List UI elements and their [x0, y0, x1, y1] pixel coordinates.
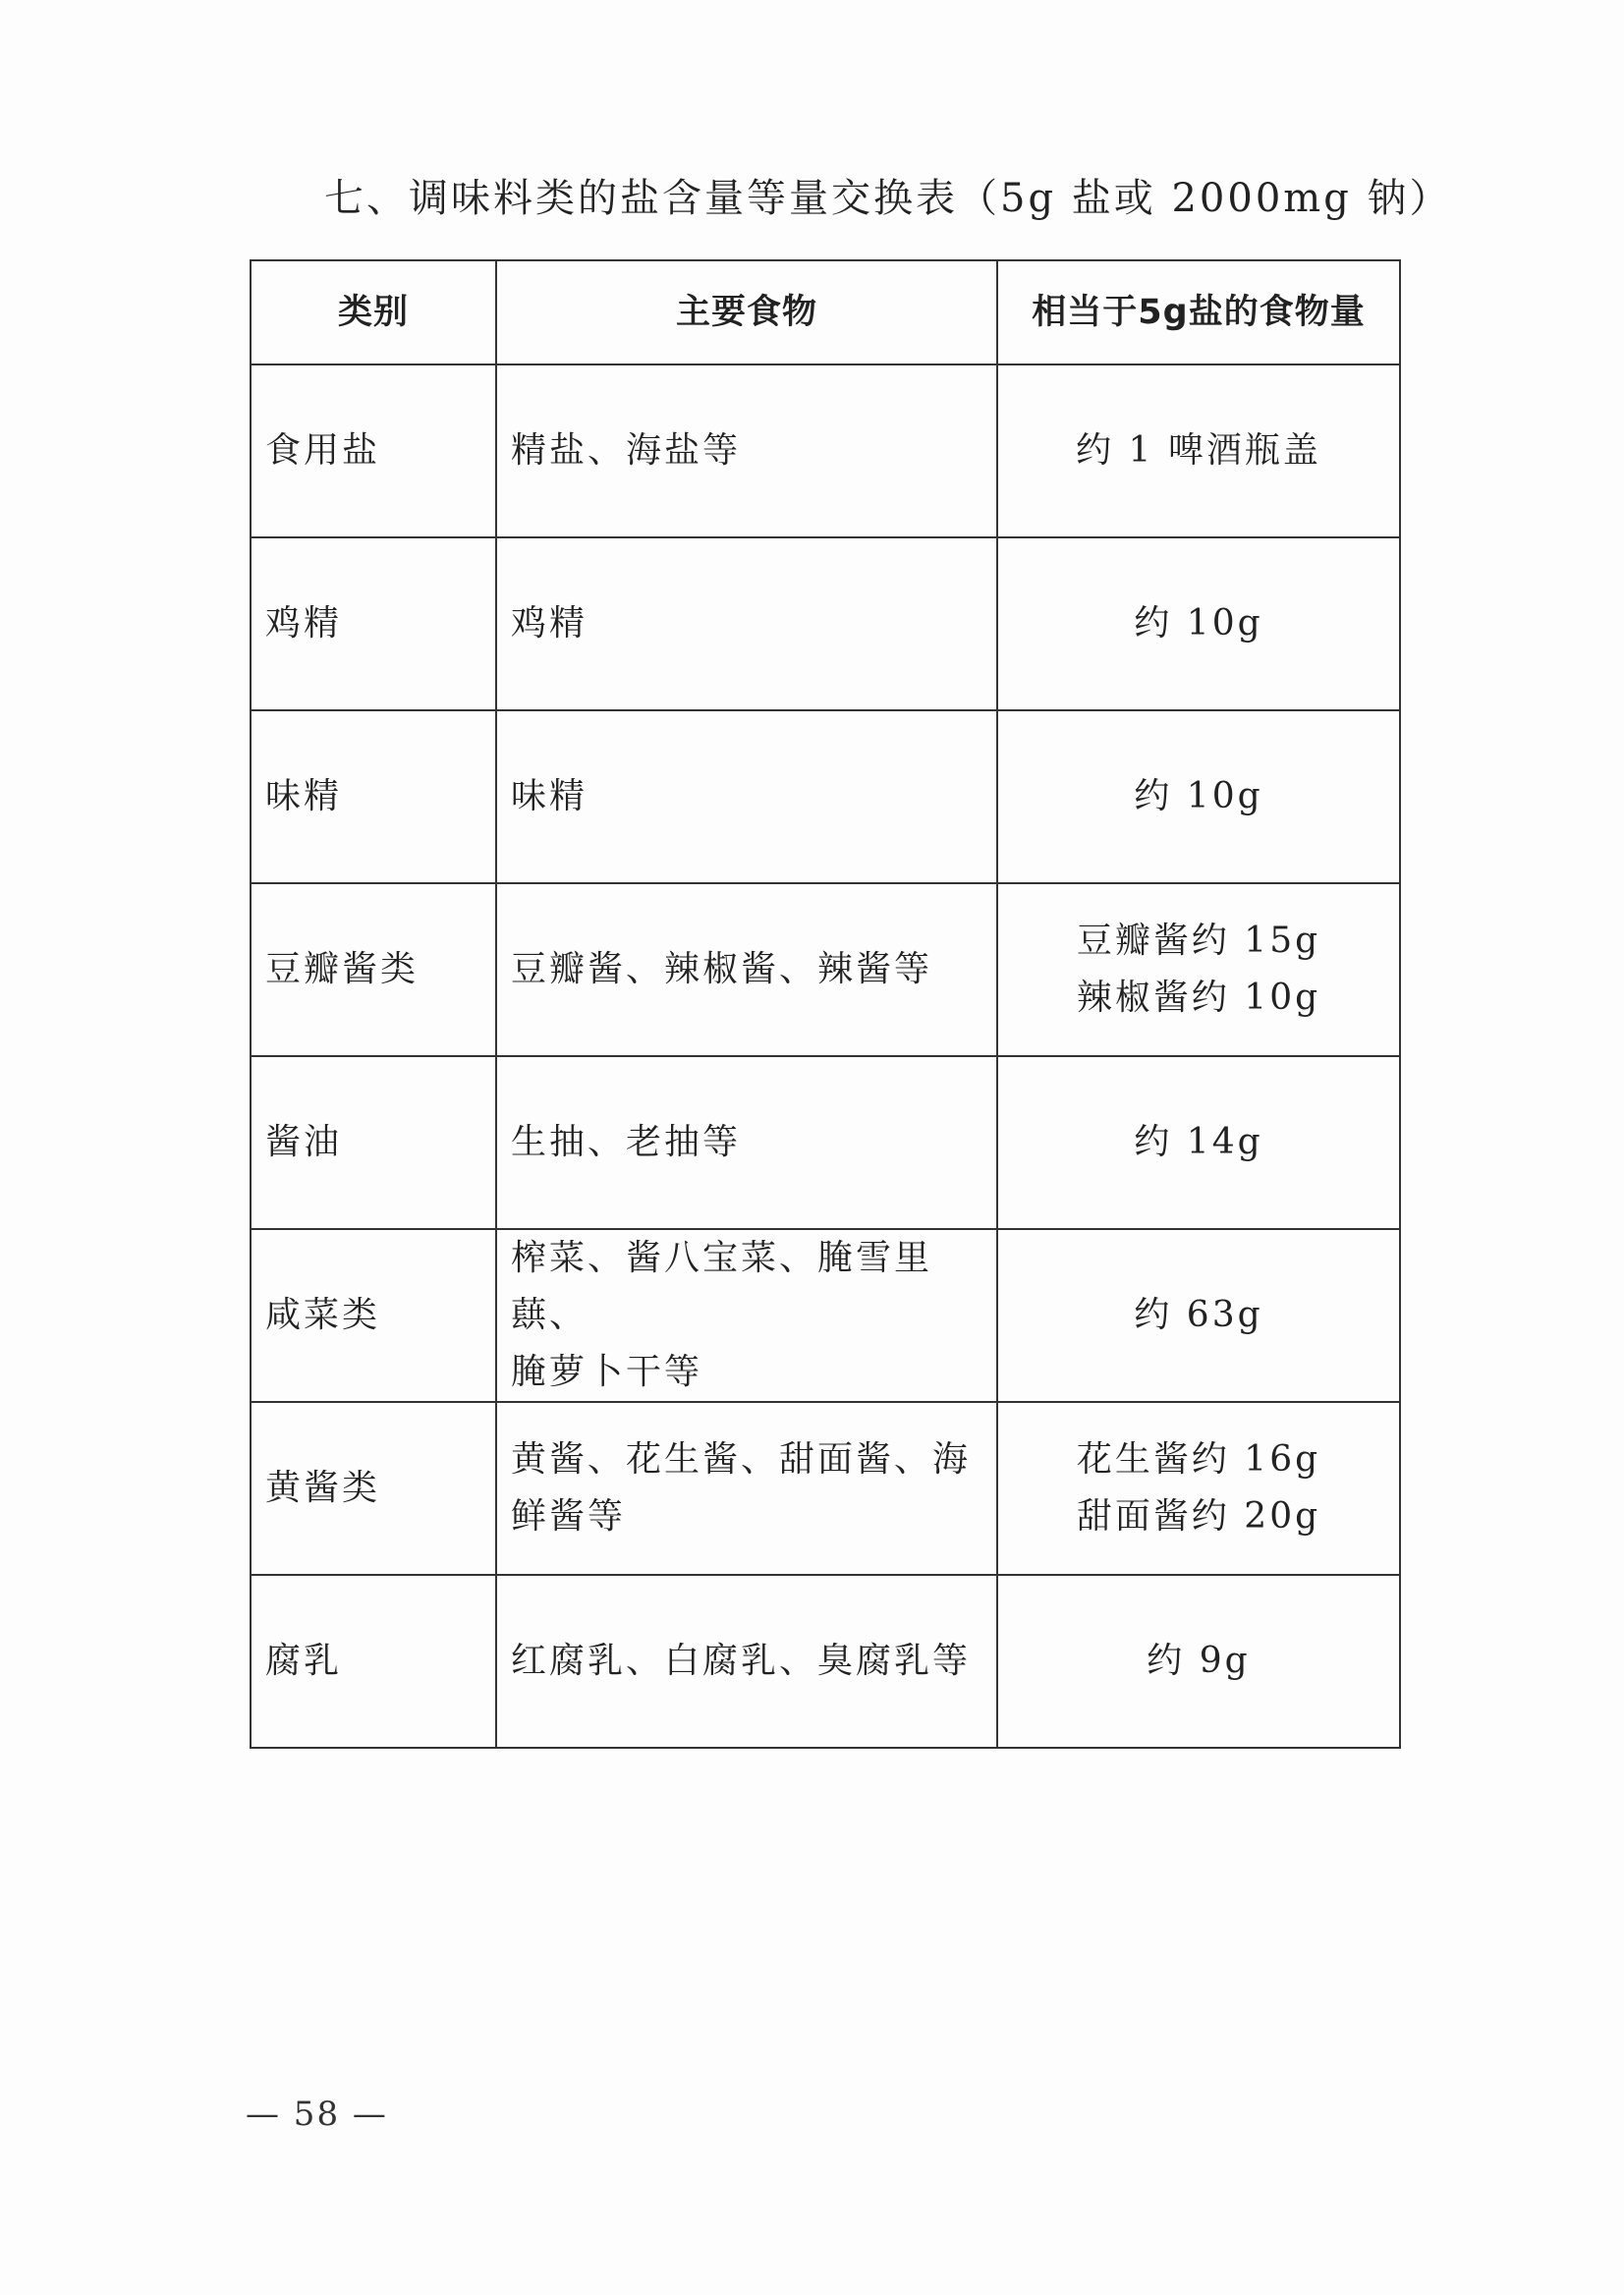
row-amount	[997, 1575, 1400, 1748]
row-amount	[997, 364, 1400, 537]
table-row	[251, 1056, 1400, 1229]
header-main-foods: 主要食物	[496, 260, 997, 364]
row-amount	[997, 883, 1400, 1056]
food-line: 豆瓣酱、辣椒酱、辣酱等	[511, 949, 933, 989]
row-category: 腐乳	[251, 1575, 496, 1748]
header-category: 类别	[251, 260, 496, 364]
row-category: 酱油	[251, 1056, 496, 1229]
row-foods	[496, 537, 997, 710]
header-equivalent-amount: 相当于5g盐的食物量	[997, 260, 1400, 364]
row-foods	[496, 1575, 997, 1748]
table-row	[251, 1402, 1400, 1575]
row-amount	[997, 537, 1400, 710]
food-line: 榨菜、酱八宝菜、腌雪里蕻、	[511, 1238, 933, 1335]
amount-line: 辣椒酱约 10g	[1076, 978, 1321, 1018]
food-line: 红腐乳、白腐乳、臭腐乳等	[511, 1641, 972, 1681]
salt-exchange-table	[250, 259, 1401, 1749]
amount-line: 约 10g	[1134, 776, 1263, 816]
amount-line: 约 9g	[1147, 1641, 1251, 1681]
row-foods	[496, 710, 997, 883]
row-foods	[496, 1229, 997, 1402]
row-amount	[997, 1402, 1400, 1575]
row-category: 味精	[251, 710, 496, 883]
row-foods	[496, 1402, 997, 1575]
food-line: 鲜酱等	[511, 1496, 627, 1537]
page-number: — 58 —	[246, 2095, 388, 2134]
food-line: 生抽、老抽等	[511, 1122, 742, 1162]
food-line: 鸡精	[511, 603, 588, 644]
food-line: 味精	[511, 776, 588, 816]
amount-line: 约 63g	[1134, 1295, 1263, 1335]
food-line: 腌萝卜干等	[511, 1352, 703, 1392]
amount-line: 约 1 啤酒瓶盖	[1076, 430, 1321, 471]
row-amount	[997, 1056, 1400, 1229]
row-category: 咸菜类	[251, 1229, 496, 1402]
table-row	[251, 710, 1400, 883]
row-foods	[496, 883, 997, 1056]
amount-line: 甜面酱约 20g	[1076, 1496, 1321, 1537]
table-header-row	[251, 260, 1400, 364]
food-line: 精盐、海盐等	[511, 430, 742, 471]
amount-line: 豆瓣酱约 15g	[1076, 921, 1321, 961]
table-row	[251, 364, 1400, 537]
table-row	[251, 1575, 1400, 1748]
table-row	[251, 883, 1400, 1056]
amount-line: 约 14g	[1134, 1122, 1263, 1162]
row-amount	[997, 1229, 1400, 1402]
table-row	[251, 537, 1400, 710]
row-foods	[496, 1056, 997, 1229]
amount-line: 约 10g	[1134, 603, 1263, 644]
table-row	[251, 1229, 1400, 1402]
row-category: 鸡精	[251, 537, 496, 710]
row-category: 食用盐	[251, 364, 496, 537]
row-category: 豆瓣酱类	[251, 883, 496, 1056]
row-amount	[997, 710, 1400, 883]
row-category: 黄酱类	[251, 1402, 496, 1575]
amount-line: 花生酱约 16g	[1076, 1439, 1321, 1480]
row-foods	[496, 364, 997, 537]
food-line: 黄酱、花生酱、甜面酱、海	[511, 1439, 972, 1480]
table-title: 七、调味料类的盐含量等量交换表（5g 盐或 2000mg 钠）	[324, 176, 1452, 221]
